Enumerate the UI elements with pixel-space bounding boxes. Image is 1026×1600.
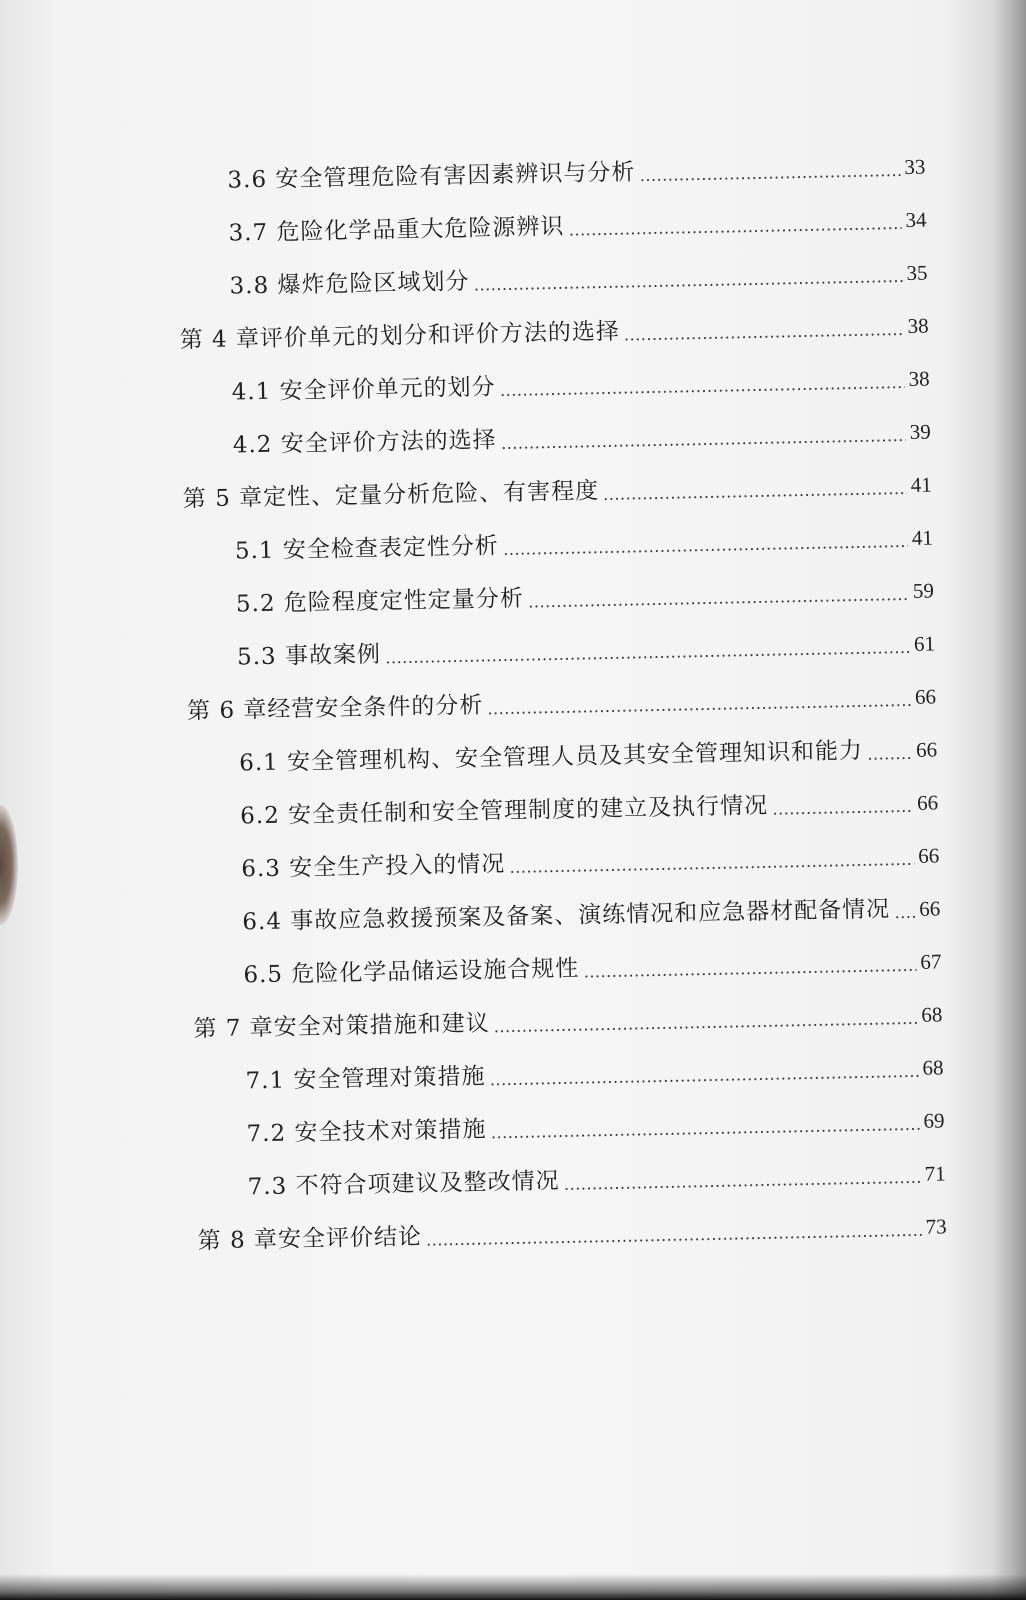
- toc-entry-page: 33: [904, 154, 926, 179]
- toc-entry: [245, 1041, 944, 1095]
- toc-dot-leader: [564, 1181, 921, 1190]
- toc-entry-page: 41: [910, 472, 932, 497]
- toc-entry: [235, 564, 934, 618]
- toc-entry-label: 6.1 安全管理机构、安全管理人员及其安全管理知识和能力: [238, 737, 864, 777]
- toc-dot-leader: [639, 174, 900, 181]
- toc-entry-page: 41: [911, 525, 934, 550]
- toc-entry: [197, 1200, 947, 1255]
- toc-entry-label: 5.2 危险程度定性定量分析: [235, 585, 525, 618]
- toc-entry-label: 4.2 安全评价方法的选择: [232, 427, 497, 459]
- toc-dot-leader: [867, 757, 912, 760]
- toc-entry: [227, 141, 926, 195]
- toc-entry-page: 68: [922, 1055, 944, 1080]
- toc-entry: [182, 459, 932, 514]
- toc-dot-leader: [500, 386, 905, 396]
- toc-dot-leader: [603, 492, 907, 500]
- toc-entry-label: 第 8 章安全评价结论: [197, 1223, 423, 1255]
- toc-entry: [237, 617, 936, 671]
- toc-entry: [240, 776, 939, 830]
- toc-entry-page: 34: [905, 207, 927, 232]
- toc-dot-leader: [474, 280, 903, 291]
- toc-entry-label: 第 5 章定性、定量分析危险、有害程度: [182, 478, 600, 513]
- toc-dot-leader: [491, 1128, 920, 1139]
- toc-entry-page: 66: [914, 684, 937, 709]
- toc-entry: [243, 935, 942, 989]
- toc-entry: [246, 1094, 945, 1148]
- toc-dot-leader: [624, 333, 904, 341]
- toc-entry: [193, 988, 943, 1043]
- toc-entry: [229, 247, 928, 301]
- toc-entry-page: 38: [907, 313, 929, 338]
- toc-entry-page: 66: [919, 896, 941, 921]
- toc-dot-leader: [894, 916, 915, 918]
- toc-entry-label: 第 4 章评价单元的划分和评价方法的选择: [179, 318, 621, 354]
- toc-entry-page: 61: [913, 631, 936, 656]
- toc-dot-leader: [569, 227, 902, 236]
- toc-dot-leader: [503, 545, 908, 555]
- toc-entry-page: 35: [906, 260, 928, 285]
- toc-dot-leader: [426, 1234, 922, 1246]
- toc-entry-page: 66: [915, 737, 938, 762]
- toc-dot-leader: [583, 969, 916, 978]
- toc-entry-label: 第 6 章经营安全条件的分析: [186, 692, 484, 725]
- toc-entry-label: 5.1 安全检查表定性分析: [234, 533, 500, 565]
- toc-entry-page: 66: [917, 843, 940, 868]
- toc-entry-page: 67: [920, 949, 942, 974]
- toc-dot-leader: [509, 863, 914, 873]
- toc-entry-page: 39: [909, 419, 931, 444]
- toc-entry-label: 7.2 安全技术对策措施: [246, 1116, 487, 1148]
- toc-dot-leader: [772, 810, 913, 815]
- toc-entry-label: 6.2 安全责任制和安全管理制度的建立及执行情况: [240, 792, 769, 830]
- toc-entry: [179, 300, 929, 355]
- toc-entry-label: 6.3 安全生产投入的情况: [241, 851, 506, 883]
- toc-entry-label: 3.7 危险化学品重大危险源辨识: [228, 213, 565, 247]
- toc-dot-leader: [528, 598, 909, 608]
- toc-entry-label: 3.6 安全管理危险有害因素辨识与分析: [227, 159, 636, 194]
- toc-entry: [234, 511, 933, 565]
- toc-entry-page: 69: [923, 1108, 945, 1133]
- toc-entry-page: 73: [925, 1214, 947, 1239]
- toc-entry-label: 7.1 安全管理对策措施: [245, 1063, 486, 1095]
- toc-entry: [239, 723, 938, 777]
- toc-entry-label: 4.1 安全评价单元的划分: [231, 374, 496, 406]
- toc-dot-leader: [490, 1075, 919, 1086]
- toc-dot-leader: [501, 439, 906, 449]
- toc-entry: [187, 670, 937, 725]
- toc-entry-label: 第 7 章安全对策措施和建议: [193, 1010, 491, 1043]
- toc-entry-label: 3.8 爆炸危险区域划分: [229, 268, 470, 300]
- toc-entry-page: 66: [916, 790, 939, 815]
- toc-entry-label: 6.5 危险化学品储运设施合规性: [243, 955, 580, 989]
- toc-entry-label: 5.3 事故案例: [236, 641, 382, 671]
- toc-dot-leader: [488, 704, 912, 715]
- toc-entry-label: 7.3 不符合项建议及整改情况: [247, 1168, 560, 1201]
- toc-entry-page: 71: [924, 1161, 946, 1186]
- toc-dot-leader: [494, 1022, 918, 1033]
- toc-dot-leader: [385, 651, 910, 664]
- toc-entry: [242, 882, 941, 936]
- toc-entry: [231, 353, 930, 407]
- toc-entry: [241, 829, 940, 883]
- toc-entry-page: 68: [921, 1002, 943, 1027]
- toc-entry: [228, 194, 927, 248]
- toc-entry: [232, 406, 931, 460]
- toc-entry-label: 6.4 事故应急救援预案及备案、演练情况和应急器材配备情况: [242, 896, 891, 936]
- toc-entry-page: 59: [912, 578, 935, 603]
- toc-entry: [247, 1147, 946, 1201]
- toc-entry-page: 38: [908, 366, 930, 391]
